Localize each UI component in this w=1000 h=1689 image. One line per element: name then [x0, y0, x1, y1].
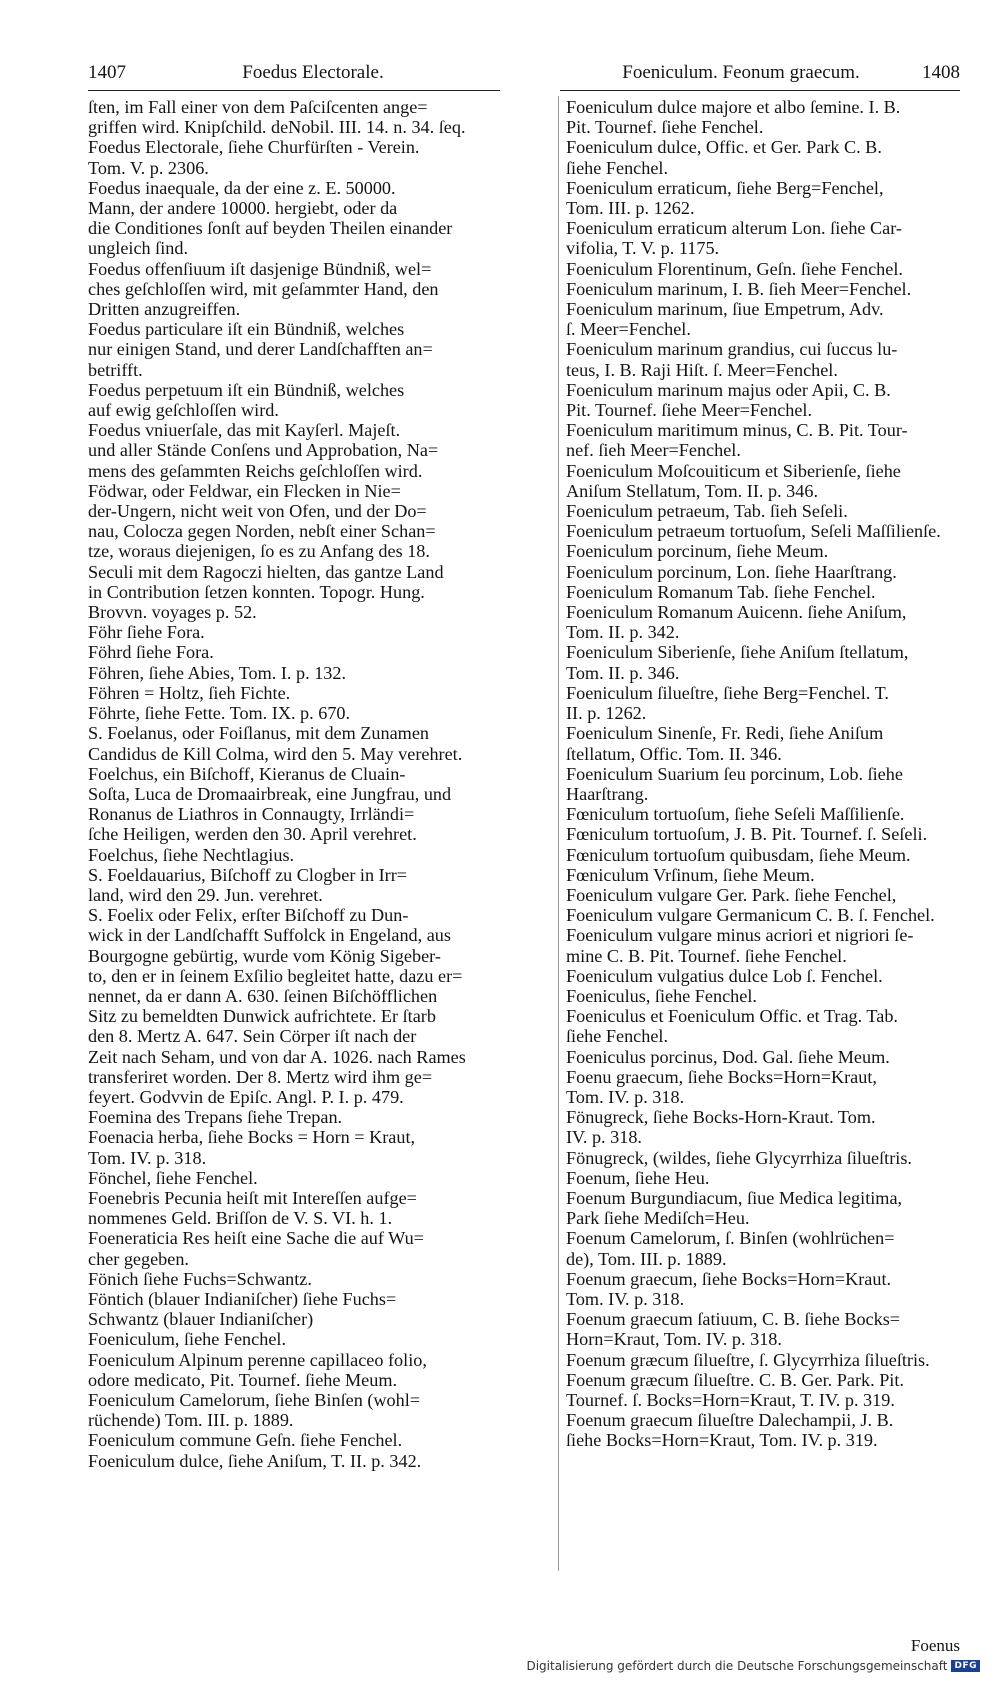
text-line: ſten, im Fall einer von dem Paſciſcenten ange= [88, 97, 428, 117]
text-line: der-Ungern, nicht weit von Ofen, und der Do= [88, 501, 427, 522]
text-line: Seculi mit dem Ragoczi hielten, das gantze Land [88, 561, 444, 582]
text-line: Foeniculum petraeum tortuoſum, Seſeli Maſſilienſe. [566, 521, 941, 542]
text-line: Foeniculum marinum, ſiue Empetrum, Adv. [566, 299, 884, 320]
text-line: Foeniculus et Foeniculum Offic. et Trag. Tab. [566, 1006, 898, 1027]
text-line: Mann, der andere 10000. hergiebt, oder da [88, 198, 398, 219]
left-page-number: 1407 [88, 62, 126, 83]
text-line: Candidus de Kill Colma, wird den 5. May verehret. [88, 743, 463, 764]
text-line: Tom. III. p. 1262. [566, 198, 695, 219]
text-line: Tom. II. p. 342. [566, 622, 680, 643]
text-line: Tom. IV. p. 318. [566, 1288, 685, 1309]
text-line: Foedus particulare iſt ein Bündniß, welches [88, 319, 405, 340]
text-line: Zeit nach Seham, und von dar A. 1026. nach Rames [88, 1046, 466, 1067]
text-line: Sitz zu bemeldten Dunwick aufrichtete. Er ſtarb [88, 1006, 436, 1027]
text-line: Foeniculum marinum grandius, cui ſuccus lu- [566, 339, 898, 360]
left-column [88, 97, 508, 1471]
text-line: Foeniculum Alpinum perenne capillaceo folio, [88, 1349, 427, 1370]
text-line: Föhrd ſiehe Fora. [88, 642, 214, 663]
text-line: land, wird den 29. Jun. verehret. [88, 884, 323, 905]
text-line: Foeniculum erraticum alterum Lon. ſiehe Car- [566, 218, 902, 239]
text-line: Horn=Kraut, Tom. IV. p. 318. [566, 1329, 782, 1350]
right-page-number: 1408 [922, 62, 960, 83]
catchword: Foenus [910, 1636, 960, 1655]
text-line: tze, woraus diejenigen, ſo es zu Anfang des 18. [88, 541, 430, 562]
text-line: Foeniculum, ſiehe Fenchel. [88, 1329, 286, 1350]
text-line: Bourgogne gebürtig, wurde vom König Sigeber- [88, 945, 441, 966]
text-line: Ronanus de Liathros in Connaugty, Irrländi= [88, 804, 415, 825]
text-line: Foeniculum erraticum, ſiehe Berg=Fenchel, [566, 177, 884, 198]
text-line: Foenebris Pecunia heiſt mit Intereſſen aufge= [88, 1187, 417, 1208]
text-line: Foedus inaequale, da der eine z. E. 50000. [88, 177, 396, 198]
text-line: Foeniculum Suarium ſeu porcinum, Lob. ſiehe [566, 763, 903, 784]
text-line: und aller Stände Conſens und Approbation, Na= [88, 440, 439, 461]
text-line: Fœniculum tortuoſum, J. B. Pit. Tournef. ſ. Seſeli. [566, 824, 928, 845]
text-line: Foeniculum dulce, ſiehe Aniſum, T. II. p. 342. [88, 1450, 422, 1471]
text-line: ſiehe Bocks=Horn=Kraut, Tom. IV. p. 319. [566, 1430, 878, 1451]
text-line: den 8. Mertz A. 647. Sein Cörper iſt nach der [88, 1026, 417, 1047]
text-line: ſ. Meer=Fenchel. [566, 319, 691, 340]
text-line: feyert. Godvvin de Epiſc. Angl. P. I. p. 479. [88, 1086, 404, 1107]
text-line: de), Tom. III. p. 1889. [566, 1248, 727, 1269]
text-line: Fönugreck, (wildes, ſiehe Glycyrrhiza ſilueſtris. [566, 1147, 912, 1168]
text-line: Foeniculum commune Geſn. ſiehe Fenchel. [88, 1430, 403, 1451]
digitization-footer [526, 1659, 980, 1673]
text-line: cher gegeben. [88, 1248, 189, 1269]
text-line: auf ewig geſchloſſen wird. [88, 400, 279, 421]
text-line: nur einigen Stand, und derer Landſchafften an= [88, 339, 433, 360]
text-line: Foenum graecum ſatiuum, C. B. ſiehe Bocks= [566, 1309, 901, 1330]
text-line: Foeniculum dulce majore et albo ſemine. I. B. [566, 97, 901, 117]
text-line: Pit. Tournef. ſiehe Fenchel. [566, 117, 764, 138]
text-line: Foeniculum Camelorum, ſiehe Binſen (wohl= [88, 1390, 421, 1410]
text-line: Tom. V. p. 2306. [88, 157, 209, 178]
text-line: Schwantz (blauer Indianiſcher) [88, 1309, 314, 1330]
text-line: Foeniculum vulgare minus acriori et nigriori ſe- [566, 925, 914, 946]
text-line: Tom. IV. p. 318. [566, 1086, 685, 1107]
text-line: Fœniculum tortuoſum quibusdam, ſiehe Meum. [566, 844, 911, 865]
text-line: Föhren, ſiehe Abies, Tom. I. p. 132. [88, 662, 347, 683]
right-column [566, 97, 968, 1451]
text-line: Soſta, Luca de Dromaairbreak, eine Jungfrau, und [88, 783, 452, 804]
text-line: Föhren = Holtz, ſieh Fichte. [88, 682, 291, 703]
text-line: die Conditiones ſonſt auf beyden Theilen einander [88, 218, 453, 239]
text-line: Aniſum Stellatum, Tom. II. p. 346. [566, 480, 818, 501]
text-line: ſiehe Fenchel. [566, 1026, 669, 1047]
text-line: betrifft. [88, 359, 143, 380]
text-line: Foenu graecum, ſiehe Bocks=Horn=Kraut, [566, 1066, 877, 1087]
text-line: griffen wird. Knipſchild. deNobil. III. 14. n. 34. ſeq. [88, 117, 466, 138]
text-line: Foeniculum maritimum minus, C. B. Pit. Tour- [566, 420, 908, 441]
text-line: Föntich (blauer Indianiſcher) ſiehe Fuchs= [88, 1288, 397, 1309]
text-line: ſche Heiligen, werden den 30. April verehret. [88, 824, 417, 845]
column-divider [558, 96, 559, 1571]
text-line: teus, I. B. Raji Hiſt. ſ. Meer=Fenchel. [566, 359, 838, 380]
text-line: Foeniculum Romanum Auicenn. ſiehe Aniſum, [566, 602, 907, 623]
text-line: in Contribution ſetzen konnten. Topogr. Hung. [88, 581, 425, 602]
text-line: Foenum græcum ſilueſtre, ſ. Glycyrrhiza ſilueſtris. [566, 1349, 930, 1370]
text-line: Foedus vniuerſale, das mit Kayſerl. Majeſt. [88, 420, 401, 441]
text-line: odore medicato, Pit. Tournef. ſiehe Meum. [88, 1369, 398, 1390]
text-line: II. p. 1262. [566, 703, 647, 724]
text-line: Foeniculum ſilueſtre, ſiehe Berg=Fenchel. T. [566, 682, 889, 703]
text-line: Park ſiehe Mediſch=Heu. [566, 1208, 750, 1229]
text-line: Foeniculum vulgare Ger. Park. ſiehe Fenchel, [566, 884, 897, 905]
text-line: Foeniculum dulce, Offic. et Ger. Park C. B. [566, 137, 882, 158]
text-line: Tournef. ſ. Bocks=Horn=Kraut, T. IV. p. 319. [566, 1390, 895, 1410]
text-line: mens des geſammten Reichs geſchloſſen wird. [88, 460, 423, 481]
text-line: Fönchel, ſiehe Fenchel. [88, 1167, 258, 1188]
text-line: Foeniculum vulgare Germanicum C. B. ſ. Fenchel. [566, 905, 935, 926]
text-line: Foeniculum vulgatius dulce Lob ſ. Fenchel. [566, 965, 883, 986]
text-line: Foeniculum Siberienſe, ſiehe Aniſum ſtellatum, [566, 642, 909, 663]
text-line: Foenum graecum ſilueſtre Dalechampii, J. B. [566, 1410, 894, 1431]
text-line: Foeniculum Moſcouiticum et Siberienſe, ſiehe [566, 460, 901, 481]
text-line: Foedus offenſiuum iſt dasjenige Bündniß, wel= [88, 258, 432, 279]
text-line: Pit. Tournef. ſiehe Meer=Fenchel. [566, 400, 813, 421]
text-line: Fönugreck, ſiehe Bocks-Horn-Kraut. Tom. [566, 1107, 876, 1128]
text-line: ſiehe Fenchel. [566, 157, 669, 178]
text-line: Foelchus, ſiehe Nechtlagius. [88, 844, 295, 865]
text-line: wick in der Landſchafft Suffolck in Engeland, aus [88, 925, 451, 946]
left-running-title: Foedus Electorale. [242, 62, 384, 83]
text-line: Foedus perpetuum iſt ein Bündniß, welches [88, 379, 405, 400]
text-line: Foeniculum Florentinum, Geſn. ſiehe Fenchel. [566, 258, 903, 279]
text-line: Foeneraticia Res heiſt eine Sache die auf Wu= [88, 1228, 424, 1249]
text-line: transferiret worden. Der 8. Mertz wird ihm ge= [88, 1066, 433, 1087]
right-running-title: Foeniculum. Feonum graecum. [622, 62, 860, 83]
text-line: Foenum græcum ſilueſtre. C. B. Ger. Park. Pit. [566, 1369, 904, 1390]
text-line: nennet, da er dann A. 630. ſeinen Biſchöfflichen [88, 985, 438, 1006]
text-line: Fœniculum Vrſinum, ſiehe Meum. [566, 864, 815, 885]
text-line: vifolia, T. V. p. 1175. [566, 238, 720, 259]
text-line: Foedus Electorale, ſiehe Churfürſten - Verein. [88, 137, 420, 158]
text-line: mine C. B. Pit. Tournef. ſiehe Fenchel. [566, 945, 847, 966]
text-line: Foenum graecum, ſiehe Bocks=Horn=Kraut. [566, 1268, 892, 1289]
text-line: Foenum Burgundiacum, ſiue Medica legitima, [566, 1187, 903, 1208]
text-line: Föhr ſiehe Fora. [88, 622, 205, 643]
text-line: Foelchus, ein Biſchoff, Kieranus de Cluain- [88, 763, 406, 784]
text-line: rüchende) Tom. III. p. 1889. [88, 1410, 294, 1431]
text-line: S. Foelix oder Felix, erſter Biſchoff zu Dun- [88, 905, 409, 926]
text-line: Foeniculum Sinenſe, Fr. Redi, ſiehe Aniſum [566, 723, 884, 744]
text-line: nau, Colocza gegen Norden, nebſt einer Schan= [88, 521, 436, 542]
text-line: ſtellatum, Offic. Tom. II. 346. [566, 743, 782, 764]
text-line: ches geſchloſſen wird, mit geſammter Hand, den [88, 278, 439, 299]
text-line: Foeniculus porcinus, Dod. Gal. ſiehe Meum. [566, 1046, 890, 1067]
text-line: nef. ſieh Meer=Fenchel. [566, 440, 741, 461]
dfg-logo: DFG [951, 1660, 980, 1672]
text-line: Foeniculum Romanum Tab. ſiehe Fenchel. [566, 581, 876, 602]
text-line: Tom. II. p. 346. [566, 662, 680, 683]
text-line: Foeniculum marinum, I. B. ſieh Meer=Fenchel. [566, 278, 912, 299]
text-line: Dritten anzugreiffen. [88, 299, 241, 320]
text-line: Foeniculum porcinum, ſiehe Meum. [566, 541, 829, 562]
text-line: Haarſtrang. [566, 783, 649, 804]
right-page-header [560, 56, 960, 91]
footer-text: Digitalisierung gefördert durch die Deutsche Forschungsgemeinschaft [526, 1659, 948, 1673]
text-line: ungleich ſind. [88, 238, 189, 259]
text-line: Brovvn. voyages p. 52. [88, 602, 257, 623]
text-line: Foemina des Trepans ſiehe Trepan. [88, 1107, 343, 1128]
text-line: S. Foeldauarius, Biſchoff zu Clogber in Irr= [88, 864, 408, 885]
text-line: Foeniculum marinum majus oder Apii, C. B. [566, 379, 891, 400]
text-line: nommenes Geld. Briſſon de V. S. VI. h. 1. [88, 1208, 393, 1229]
text-line: Föhrte, ſiehe Fette. Tom. IX. p. 670. [88, 703, 351, 724]
text-line: Fœniculum tortuoſum, ſiehe Seſeli Maſſilienſe. [566, 804, 905, 825]
text-line: Foeniculum porcinum, Lon. ſiehe Haarſtrang. [566, 561, 897, 582]
text-line: Foenum, ſiehe Heu. [566, 1167, 710, 1188]
left-page-header [88, 56, 500, 91]
text-line: Foeniculus, ſiehe Fenchel. [566, 985, 757, 1006]
text-line: Foenum Camelorum, ſ. Binſen (wohlrüchen= [566, 1228, 895, 1249]
text-line: Tom. IV. p. 318. [88, 1147, 207, 1168]
text-line: Foenacia herba, ſiehe Bocks = Horn = Kraut, [88, 1127, 416, 1148]
text-line: IV. p. 318. [566, 1127, 642, 1148]
text-line: to, den er in ſeinem Exſilio begleitet hatte, dazu er= [88, 965, 463, 986]
text-line: Fönich ſiehe Fuchs=Schwantz. [88, 1268, 312, 1289]
text-line: S. Foelanus, oder Foiſlanus, mit dem Zunamen [88, 723, 429, 744]
text-line: Födwar, oder Feldwar, ein Flecken in Nie= [88, 480, 401, 501]
text-line: Foeniculum petraeum, Tab. ſieh Seſeli. [566, 501, 848, 522]
